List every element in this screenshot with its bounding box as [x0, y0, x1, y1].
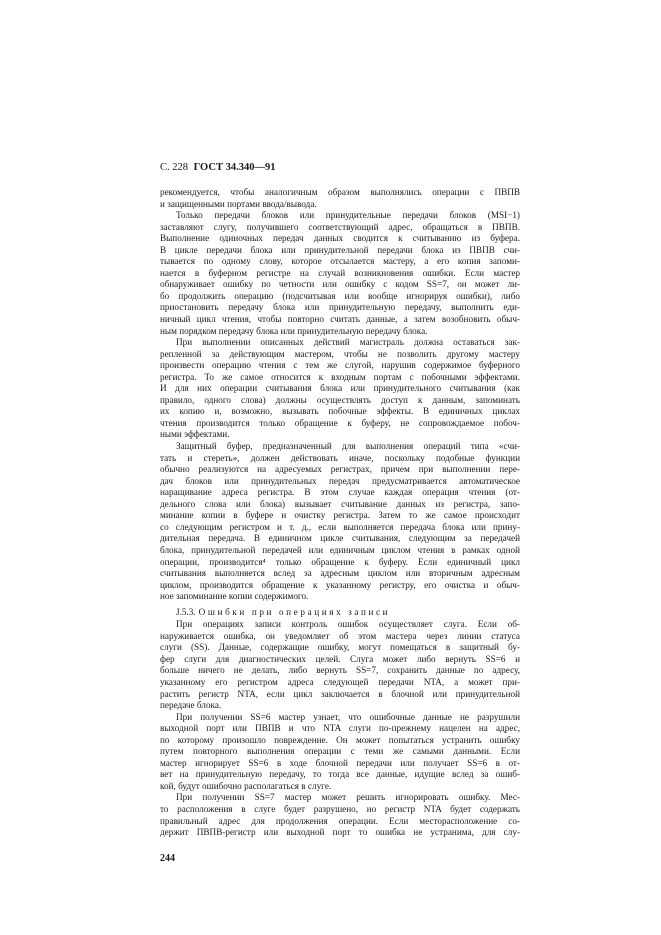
text-line: операции, производится⁴ только обращение к буферу. Если единичный цикл: [160, 556, 520, 567]
text-line: дельного слова или блока) вызывает считывание данных из регистра, запо-: [160, 498, 520, 509]
text-line: заставляют слугу, получившего соответствующий адрес, обращаться в ПВПВ.: [160, 221, 520, 232]
paragraph: [160, 187, 520, 210]
text-line: При операциях записи контроль ошибок осуществляет слуга. Если об-: [176, 619, 520, 630]
text-line: путем повторного выполнения операции с теми же самыми данными. Если: [160, 746, 520, 757]
text-line: вет на принудительную передачу, то тогда все данные, идущие вслед за ошиб-: [160, 769, 520, 780]
text-line: тать и стереть», должен действовать иначе, поскольку подобные функции: [160, 452, 520, 463]
text-line: Защитный буфер, предназначенный для выполнения операций типа «счи-: [176, 441, 520, 452]
text-line: ными эффектами.: [160, 429, 230, 440]
text-line: держит ПВПВ-регистр или выходной порт то ошибка не устранима, для слу-: [160, 827, 520, 838]
text-line: приостановить передачу блока или принудительную передачу, выполнить еди-: [160, 302, 520, 313]
text-line: наращивание адреса регистра. В этом случае каждая операция чтения (от-: [160, 487, 520, 498]
text-line: по которому произошло повреждение. Он может попытаться устранить ошибку: [160, 734, 520, 745]
text-line: то расположения в слуге будет разрушено, но регистр NTA будет содержать: [160, 803, 520, 814]
text-line: больше ничего не делать, либо вернуть SS=7, сохранить данные по адресу,: [160, 665, 520, 676]
text-line: циклом, производится обращение к указанному регистру, его очистка и обыч-: [160, 579, 520, 590]
text-line: передаче блока.: [160, 700, 222, 711]
text-line: обнаруживает ошибку по четности или ошибку с кодом SS=7, он может ли-: [160, 279, 520, 290]
text-line: минание копии в буфере и очистку регистра. Затем то же самое происходит: [160, 510, 520, 521]
paragraph: [160, 337, 520, 441]
text-line: считывания выполняется вслед за адресным циклом или вторичным адресным: [160, 568, 520, 579]
running-header: [160, 162, 275, 173]
text-line: дач блоков или принудительных передач предусматривается автоматическое: [160, 475, 520, 486]
text-line: дительная передача. В единичном цикле считывания, следующим за передачей: [160, 533, 520, 544]
text-line: чтения производится только обращение к буферу, не сопровождаемое побоч-: [160, 417, 520, 428]
text-line: обычно реализуются на адресуемых регистрах, причем при выполнении пере-: [160, 464, 520, 475]
text-line: растить регистр NTA, если цикл заключается в блочной или принудительной: [160, 688, 520, 699]
text-line: мастер игнорирует SS=6 в ходе блочной передачи или получает SS=6 в от-: [160, 757, 520, 768]
text-line: выходной порт или ПВПВ и что NTA слуги по-прежнему нацелен на адрес,: [160, 723, 520, 734]
standard-code: ГОСТ 34.340—91: [193, 162, 276, 173]
text-line: ное запоминание копии содержимого.: [160, 591, 309, 602]
text-line: тывается по одному слову, которое отсылается мастеру, а его копия запоми-: [160, 256, 520, 267]
text-line: Только передачи блоков или принудительные передачи блоков (MSI−1): [176, 210, 520, 221]
paragraph: [160, 441, 520, 603]
document-body: [160, 187, 520, 839]
text-line: наруживается ошибка, он уведомляет об этом мастера через линии статуса: [160, 630, 520, 641]
text-line: В цикле передачи блока или принудительной передачи блока из ПВПВ счи-: [160, 244, 520, 255]
text-line: ным порядком передачу блока или принудительную передачу блока.: [160, 325, 428, 336]
paragraph: [160, 712, 520, 793]
text-line: При выполнении описанных действий магистраль должна оставаться зак-: [176, 337, 520, 348]
section-number: J.5.3.: [176, 606, 196, 617]
text-line: нается в буферном регистре на случай возникновения ошибки. Если мастер: [160, 267, 520, 278]
text-line: и защищенными портами ввода/вывода.: [160, 198, 317, 209]
text-line: бо продолжить операцию (подсчитывая или вообще игнорируя ошибки), либо: [160, 290, 520, 301]
text-line: со следующим регистром и т. д., если выполняется передача блока или прину-: [160, 521, 520, 532]
text-line: регистра. То же самое относится к входным портам с побочными эффектами.: [160, 371, 520, 382]
text-line: правильный адрес для продолжения операции. Если месторасположение со-: [160, 815, 520, 826]
text-line: При получении SS=7 мастер может решить игнорировать ошибку. Мес-: [176, 792, 520, 803]
page-number: 244: [160, 853, 175, 864]
text-line: кой, будут ошибочно располагаться в слуге.: [160, 780, 332, 791]
text-line: правило, одного слова) должны осуществлять доступ к данным, запоминать: [160, 394, 520, 405]
text-line: репленной за действующим мастером, чтобы не позволить другому мастеру: [160, 348, 520, 359]
text-line: рекомендуется, чтобы аналогичным образом выполнялись операции с ПВПВ: [160, 187, 520, 197]
text-line: слуги (SS). Данные, содержащие ошибку, могут помещаться в защитный бу-: [160, 642, 520, 653]
page-ref: С. 228: [160, 162, 189, 173]
paragraph: [160, 792, 520, 838]
section-heading: [160, 607, 520, 619]
text-line: их копию и, возможно, вызывать побочные эффекты. В единичных циклах: [160, 406, 520, 417]
text-line: произвести операцию чтения с тем же слугой, нарушив содержимое буферного: [160, 360, 520, 371]
paragraph: [160, 210, 520, 337]
section-title: Ошибки при операциях записи: [198, 606, 391, 617]
text-line: И для них операции считывания блока или принудительного считывания (как: [160, 383, 520, 394]
text-line: блока, принудительной передачей или единичным циклом чтения в рамках одной: [160, 544, 520, 555]
text-line: Выполнение одиночных передач данных сводится к считыванию из буфера.: [160, 233, 520, 244]
text-line: При получении SS=6 мастер узнает, что ошибочные данные не разрушили: [176, 711, 520, 722]
text-line: ничный цикл чтения, чтобы повторно считать данные, а затем возобновить обыч-: [160, 314, 520, 325]
text-line: указанному его регистром адреса следующей передачи NTA, а может при-: [160, 676, 520, 687]
text-line: фер слуги для диагностических целей. Слуга может либо вернуть SS=6 и: [160, 653, 520, 664]
paragraph: [160, 619, 520, 711]
